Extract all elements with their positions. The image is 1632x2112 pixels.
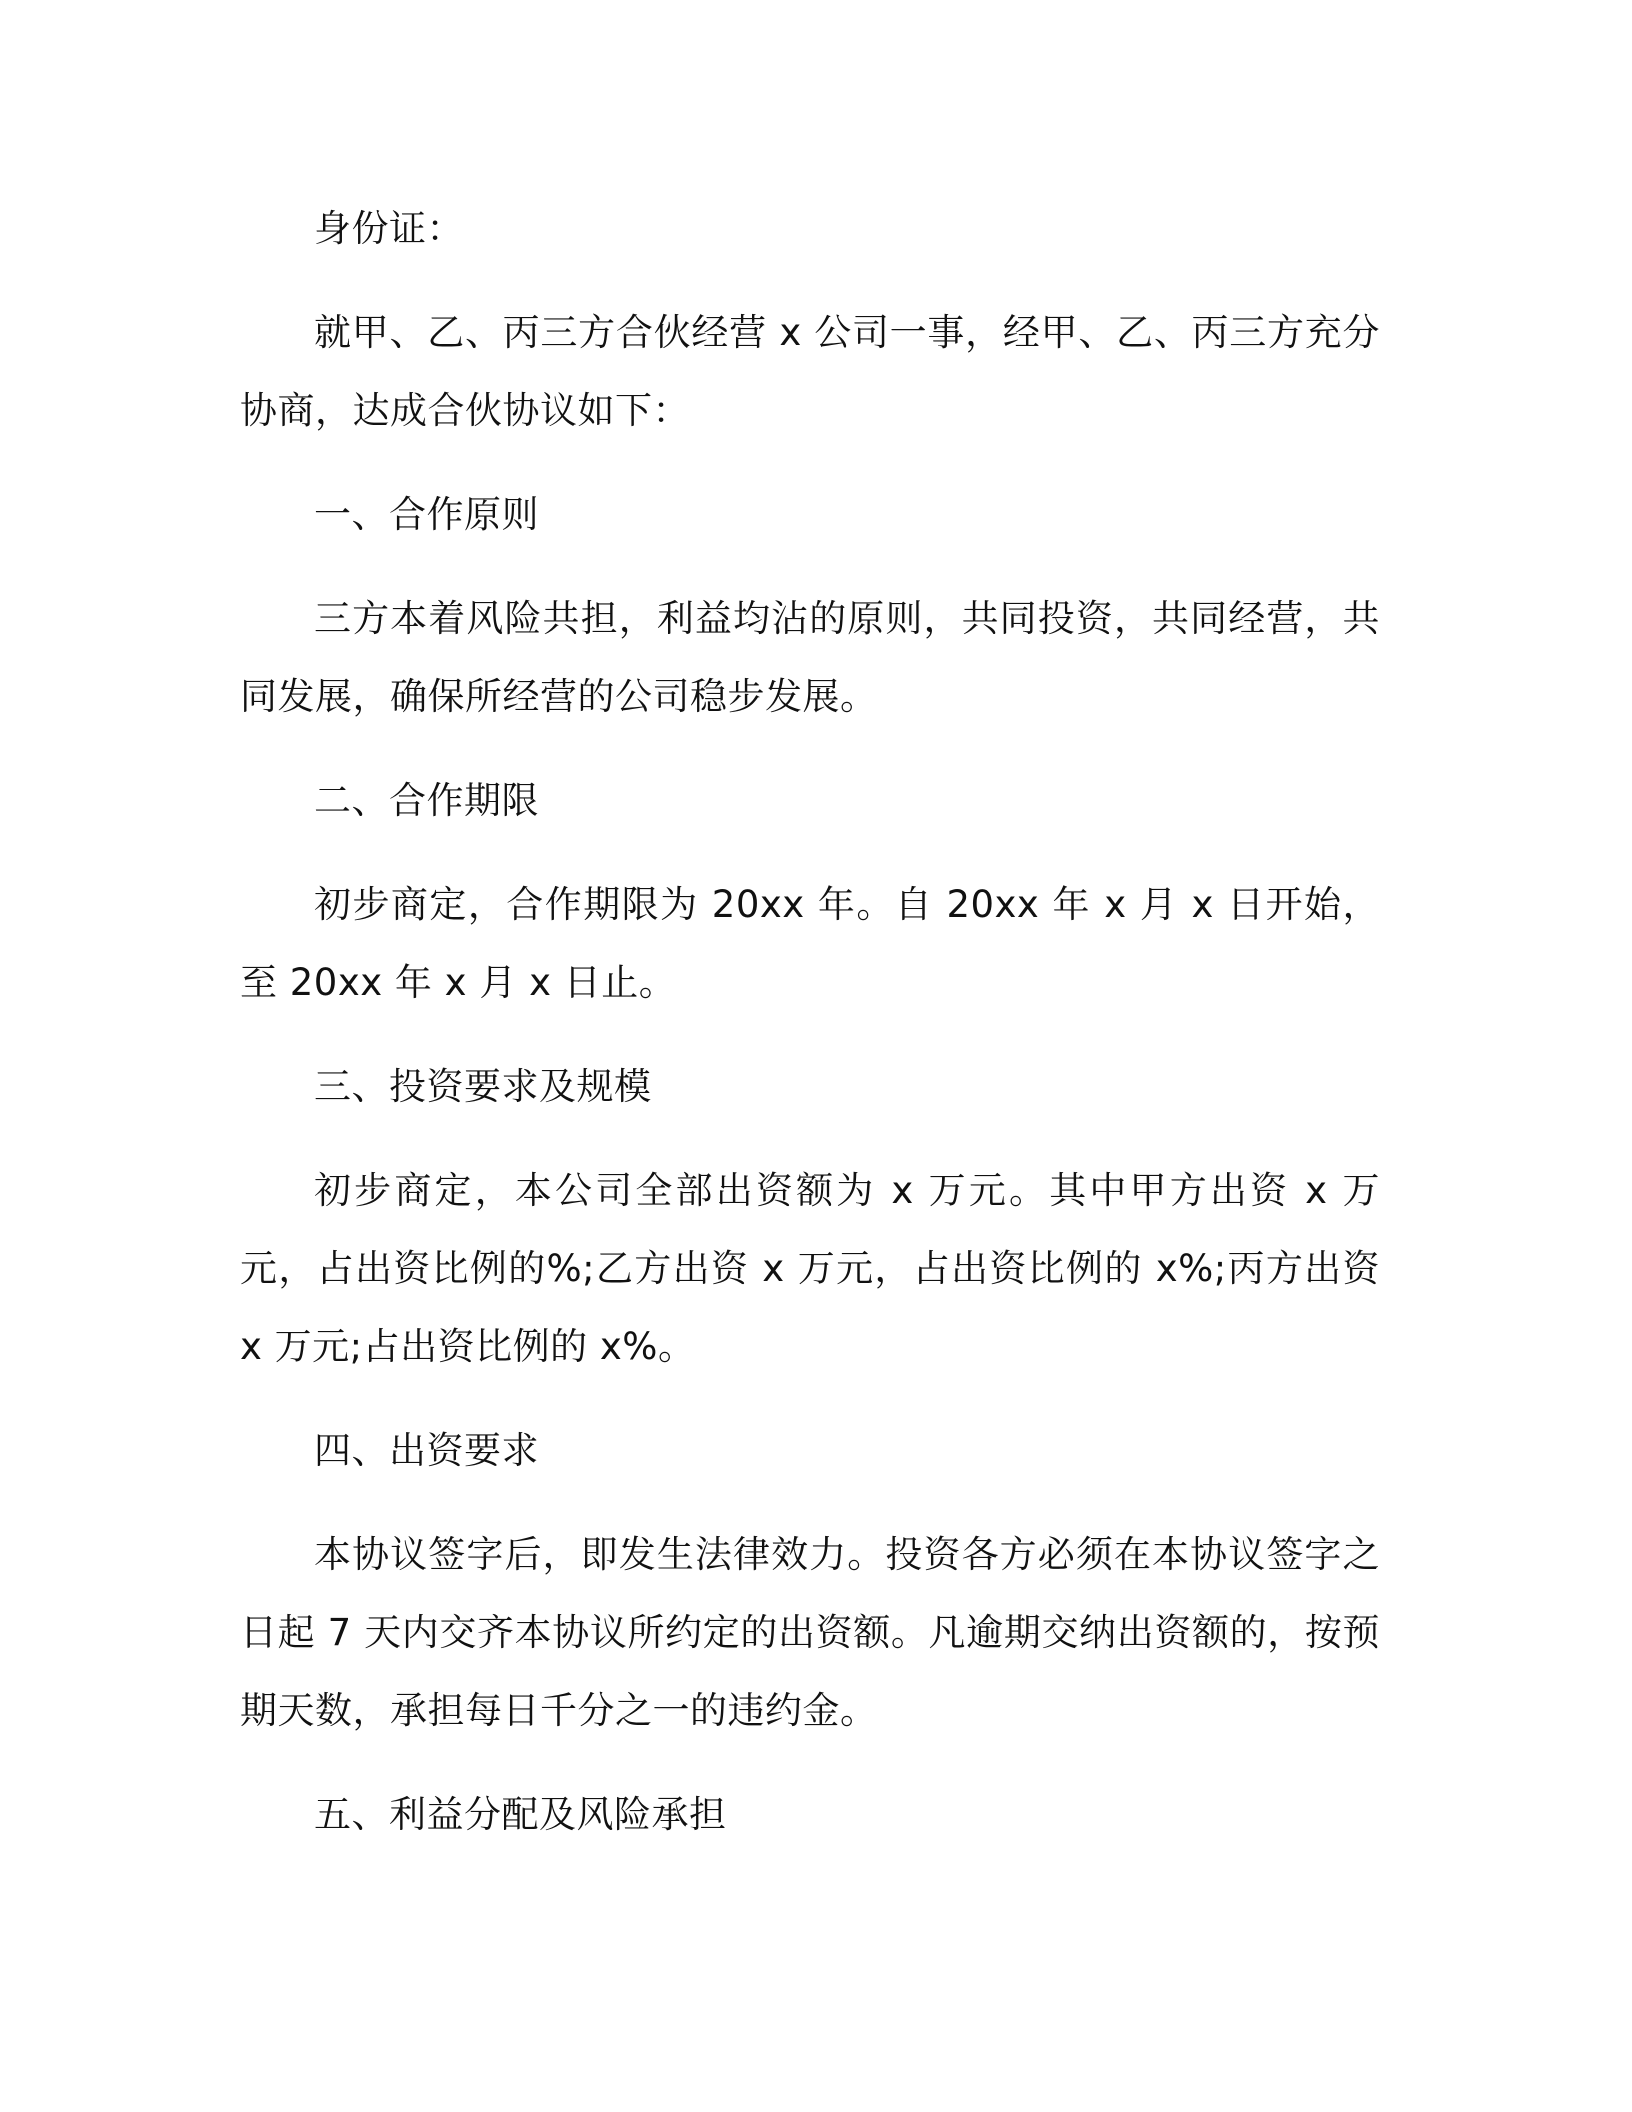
- section-heading-capital-requirements: 四、出资要求: [314, 1429, 539, 1472]
- document-body: [240, 190, 1380, 1880]
- capital-requirements-paragraph: 本协议签字后，即发生法律效力。投资各方必须在本协议签字之日起 7 天内交齐本协议所约定的出资额。凡逾期交纳出资额的，按预期天数，承担每日千分之一的违约金。: [240, 1533, 1380, 1732]
- id-card-line: 身份证：: [314, 207, 464, 250]
- investment-scale-paragraph: 初步商定，本公司全部出资额为 x 万元。其中甲方出资 x 万元，占出资比例的%;乙方出资 x 万元，占出资比例的 x%;丙方出资 x 万元;占出资比例的 x%。: [240, 1169, 1380, 1368]
- cooperation-principle-paragraph: 三方本着风险共担，利益均沾的原则，共同投资，共同经营，共同发展，确保所经营的公司稳步发展。: [240, 597, 1380, 718]
- intro-paragraph: 就甲、乙、丙三方合伙经营 x 公司一事，经甲、乙、丙三方充分协商，达成合伙协议如下：: [240, 311, 1380, 432]
- section-heading-investment-scale: 三、投资要求及规模: [314, 1065, 652, 1108]
- cooperation-term-paragraph: 初步商定，合作期限为 20xx 年。自 20xx 年 x 月 x 日开始，至 20xx 年 x 月 x 日止。: [240, 883, 1380, 1004]
- section-heading-profit-risk: 五、利益分配及风险承担: [314, 1793, 727, 1836]
- section-heading-cooperation-term: 二、合作期限: [314, 779, 539, 822]
- section-heading-cooperation-principle: 一、合作原则: [314, 493, 539, 536]
